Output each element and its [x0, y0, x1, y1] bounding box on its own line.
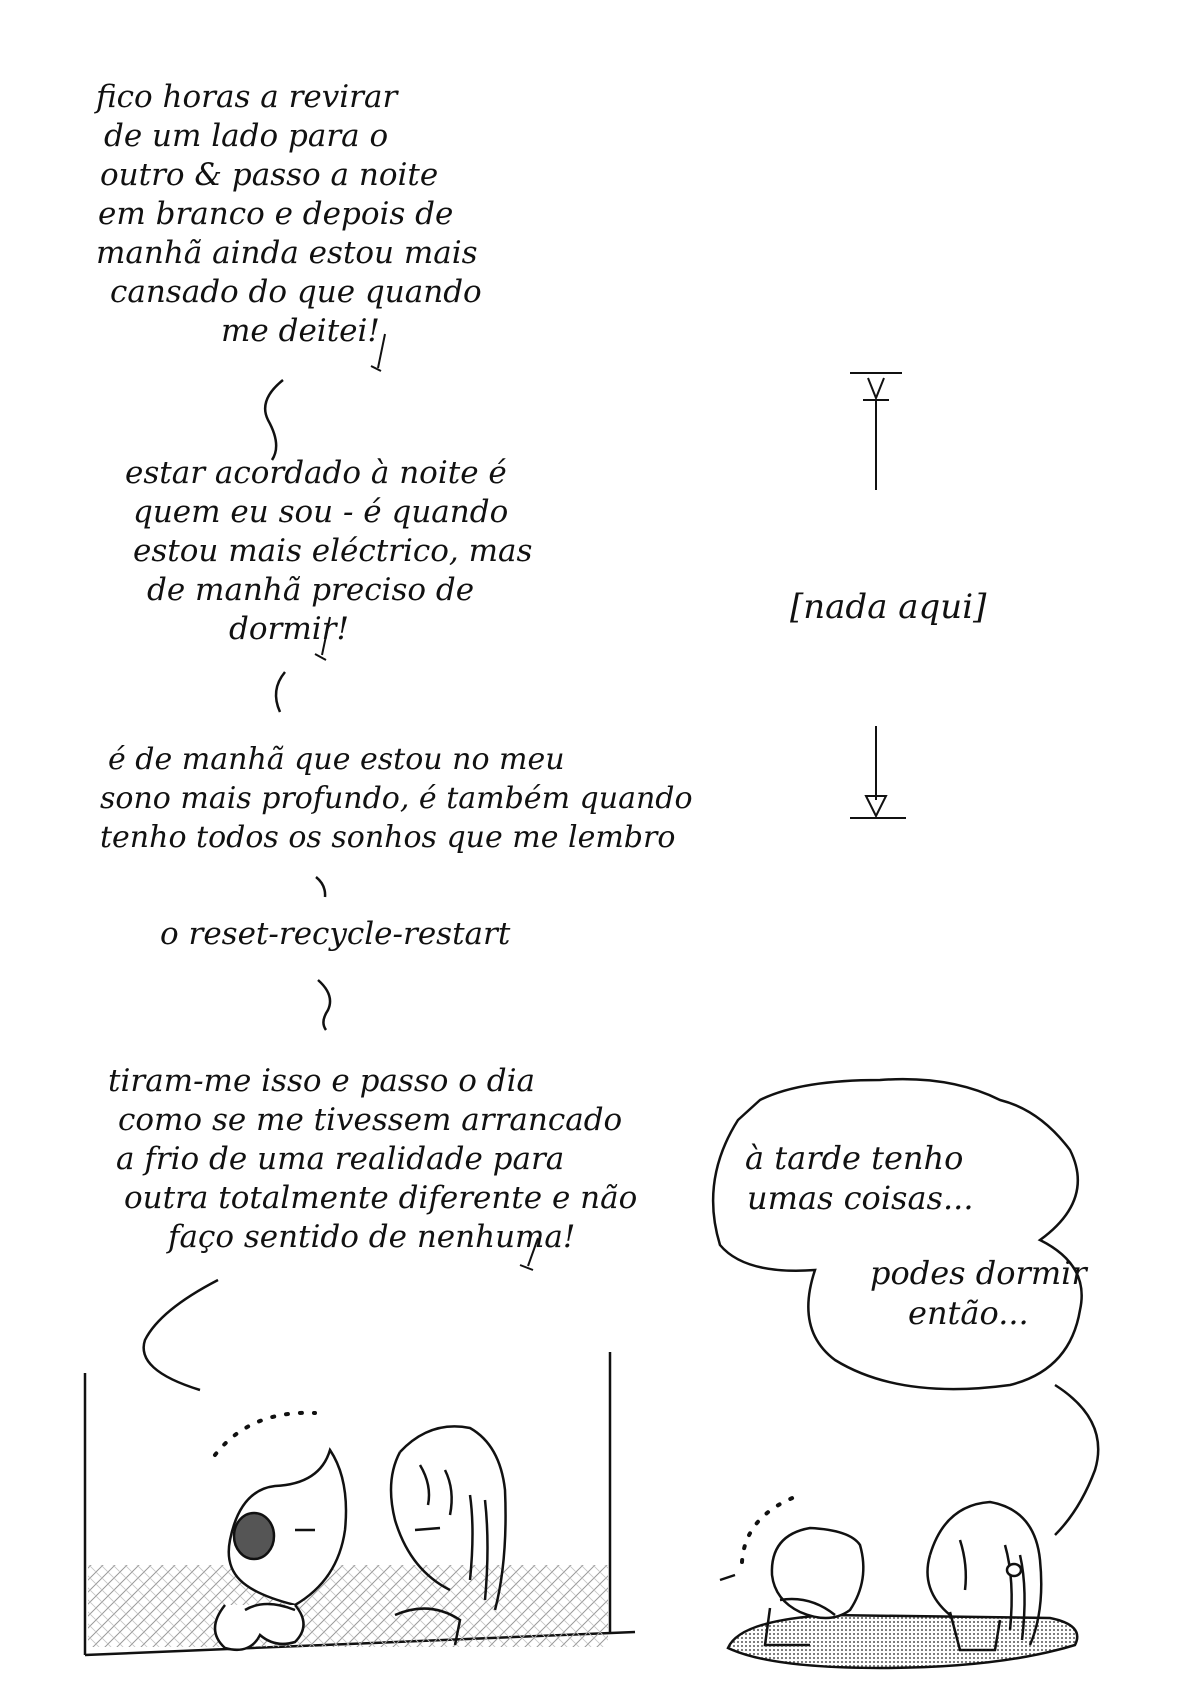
up-arrow-icon: [850, 373, 902, 490]
narration-line: é de manhã que estou no meu: [108, 742, 565, 777]
squiggle-connector: [144, 1280, 218, 1390]
narration-block-5: [108, 1062, 637, 1257]
narration-line: outra totalmente diferente e não: [124, 1180, 638, 1216]
narration-line: de manhã preciso de: [147, 572, 475, 608]
squiggle-connector: [318, 980, 330, 1030]
narration-line: quem eu sou - é quando: [133, 494, 509, 530]
narration-line: a frio de uma realidade para: [116, 1141, 565, 1177]
narration-line: de um lado para o: [104, 118, 389, 154]
squiggle-connector: [276, 672, 285, 712]
narration-line: sono mais profundo, é também quando: [100, 781, 693, 816]
narration-line: cansado do que quando: [110, 274, 482, 310]
speech-bubble-line-2: [870, 1253, 1087, 1333]
left-panel-frame: [85, 1352, 635, 1655]
narration-block-1: [96, 78, 482, 351]
side-note: [nada aqui]: [790, 587, 987, 627]
speech-line: podes dormir: [870, 1254, 1087, 1292]
speech-bubble: [713, 1079, 1082, 1389]
narration-block-2: [125, 454, 532, 649]
narration-block-4: [160, 915, 510, 954]
squiggle-connector: [316, 877, 325, 897]
dotted-sigh-marks: [215, 1413, 315, 1455]
narration-line: manhã ainda estou mais: [96, 235, 478, 271]
narration-line: estar acordado à noite é: [125, 455, 507, 491]
narration-line: tiram-me isso e passo o dia: [108, 1063, 536, 1099]
narration-line: o reset-recycle-restart: [160, 916, 511, 952]
narration-line: dormir!: [229, 611, 349, 647]
speech-line: então...: [908, 1294, 1029, 1332]
speech-line: umas coisas...: [747, 1179, 974, 1217]
squiggle-connector: [265, 380, 283, 460]
speech-bubble-line-1: [745, 1138, 973, 1218]
narration-block-3: [100, 740, 693, 857]
narration-line: tenho todos os sonhos que me lembro: [100, 820, 676, 855]
narration-line: fico horas a revirar: [96, 79, 398, 115]
narration-line: em branco e depois de: [98, 196, 454, 232]
narration-line: como se me tivessem arrancado: [118, 1102, 623, 1138]
speech-line: à tarde tenho: [745, 1139, 964, 1177]
speech-bubble-tail: [1055, 1385, 1098, 1535]
narration-line: outro & passo a noite: [100, 157, 439, 193]
narration-line: me deitei!: [221, 313, 380, 349]
down-arrow-icon: [850, 726, 906, 818]
narration-line: faço sentido de nenhuma!: [168, 1219, 576, 1255]
narration-line: estou mais eléctrico, mas: [133, 533, 533, 569]
